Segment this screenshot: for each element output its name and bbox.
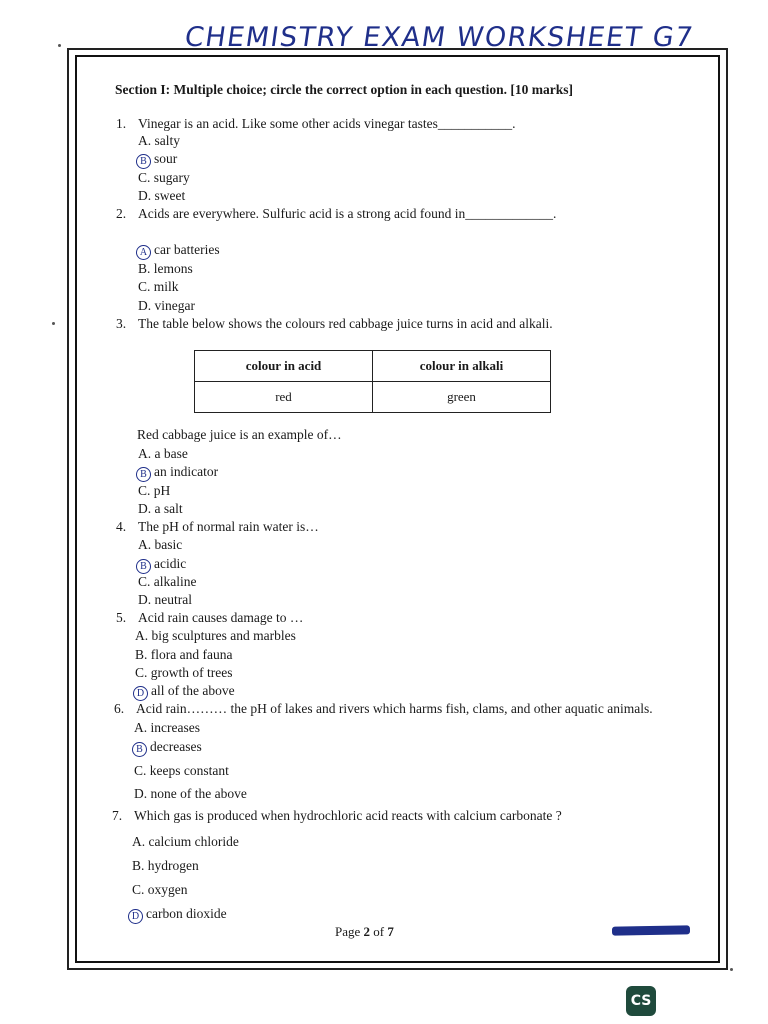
option[interactable]: D. a salt <box>138 501 183 516</box>
cabbage-colour-table <box>194 350 551 413</box>
option-selected[interactable]: D carbon dioxide <box>128 906 227 924</box>
question-text: Acid rain causes damage to … <box>138 610 304 625</box>
option[interactable]: C. oxygen <box>132 882 188 897</box>
option[interactable]: A. a base <box>138 446 188 461</box>
table-cell-acid: red <box>195 382 373 413</box>
circled-answer-icon: A <box>136 245 151 260</box>
circled-answer-icon: B <box>136 467 151 482</box>
option[interactable]: D. sweet <box>138 188 186 203</box>
circled-answer-icon: B <box>136 559 151 574</box>
question-2: 2. Acids are everywhere. Sulfuric acid is a strong acid found in_____________. <box>116 206 557 221</box>
table-header-acid: colour in acid <box>195 351 373 382</box>
option[interactable]: C. alkaline <box>138 574 197 589</box>
question-text: Which gas is produced when hydrochloric acid reacts with calcium carbonate ? <box>134 808 562 823</box>
option[interactable]: A. increases <box>134 720 200 735</box>
option-selected[interactable]: A car batteries <box>136 242 220 260</box>
option[interactable]: A. calcium chloride <box>132 834 239 849</box>
scan-speck <box>52 322 55 325</box>
table-header-alkali: colour in alkali <box>373 351 551 382</box>
option-selected[interactable]: B sour <box>136 151 177 169</box>
option[interactable]: C. growth of trees <box>135 665 233 680</box>
question-text: Vinegar is an acid. Like some other acids vinegar tastes___________. <box>138 116 516 131</box>
question-3: 3. The table below shows the colours red cabbage juice turns in acid and alkali. <box>116 316 553 331</box>
question-text: Acids are everywhere. Sulfuric acid is a strong acid found in_____________. <box>138 206 557 221</box>
option[interactable]: B. flora and fauna <box>135 647 233 662</box>
option-selected[interactable]: B an indicator <box>136 464 218 482</box>
scan-speck <box>730 968 733 971</box>
question-1: 1. Vinegar is an acid. Like some other acids vinegar tastes___________. <box>116 116 516 131</box>
circled-answer-icon: D <box>133 686 148 701</box>
question-3-stem: Red cabbage juice is an example of… <box>137 427 342 442</box>
redaction-scribble <box>612 925 690 935</box>
option[interactable]: C. sugary <box>138 170 190 185</box>
question-5: 5. Acid rain causes damage to … <box>116 610 304 625</box>
page-number: Page 2 of 7 <box>335 924 394 939</box>
option[interactable]: B. lemons <box>138 261 193 276</box>
camscanner-logo: CS <box>626 986 656 1016</box>
option[interactable]: A. big sculptures and marbles <box>135 628 296 643</box>
option[interactable]: A. salty <box>138 133 180 148</box>
option[interactable]: D. neutral <box>138 592 192 607</box>
option[interactable]: B. hydrogen <box>132 858 199 873</box>
question-7: 7. Which gas is produced when hydrochloric acid reacts with calcium carbonate ? <box>112 808 562 823</box>
scan-speck <box>58 44 61 47</box>
option-selected[interactable]: D all of the above <box>133 683 235 701</box>
option[interactable]: A. basic <box>138 537 183 552</box>
section-heading: Section I: Multiple choice; circle the correct option in each question. [10 marks] <box>115 82 574 97</box>
question-4: 4. The pH of normal rain water is… <box>116 519 319 534</box>
option[interactable]: C. pH <box>138 483 171 498</box>
option[interactable]: D. vinegar <box>138 298 195 313</box>
question-text: The table below shows the colours red cabbage juice turns in acid and alkali. <box>138 316 553 331</box>
question-text: The pH of normal rain water is… <box>138 519 319 534</box>
question-text: Acid rain……… the pH of lakes and rivers which harms fish, clams, and other aquatic animals. <box>136 701 653 716</box>
question-6: 6. Acid rain……… the pH of lakes and rivers which harms fish, clams, and other aquatic animals. <box>114 701 653 716</box>
option[interactable]: D. none of the above <box>134 786 247 801</box>
option-selected[interactable]: B acidic <box>136 556 186 574</box>
option-selected[interactable]: B decreases <box>132 739 202 757</box>
circled-answer-icon: B <box>132 742 147 757</box>
option[interactable]: C. keeps constant <box>134 763 229 778</box>
circled-answer-icon: B <box>136 154 151 169</box>
table-cell-alkali: green <box>373 382 551 413</box>
handwritten-title: CHEMISTRY EXAM WORKSHEET G7 <box>182 22 696 53</box>
circled-answer-icon: D <box>128 909 143 924</box>
option[interactable]: C. milk <box>138 279 179 294</box>
